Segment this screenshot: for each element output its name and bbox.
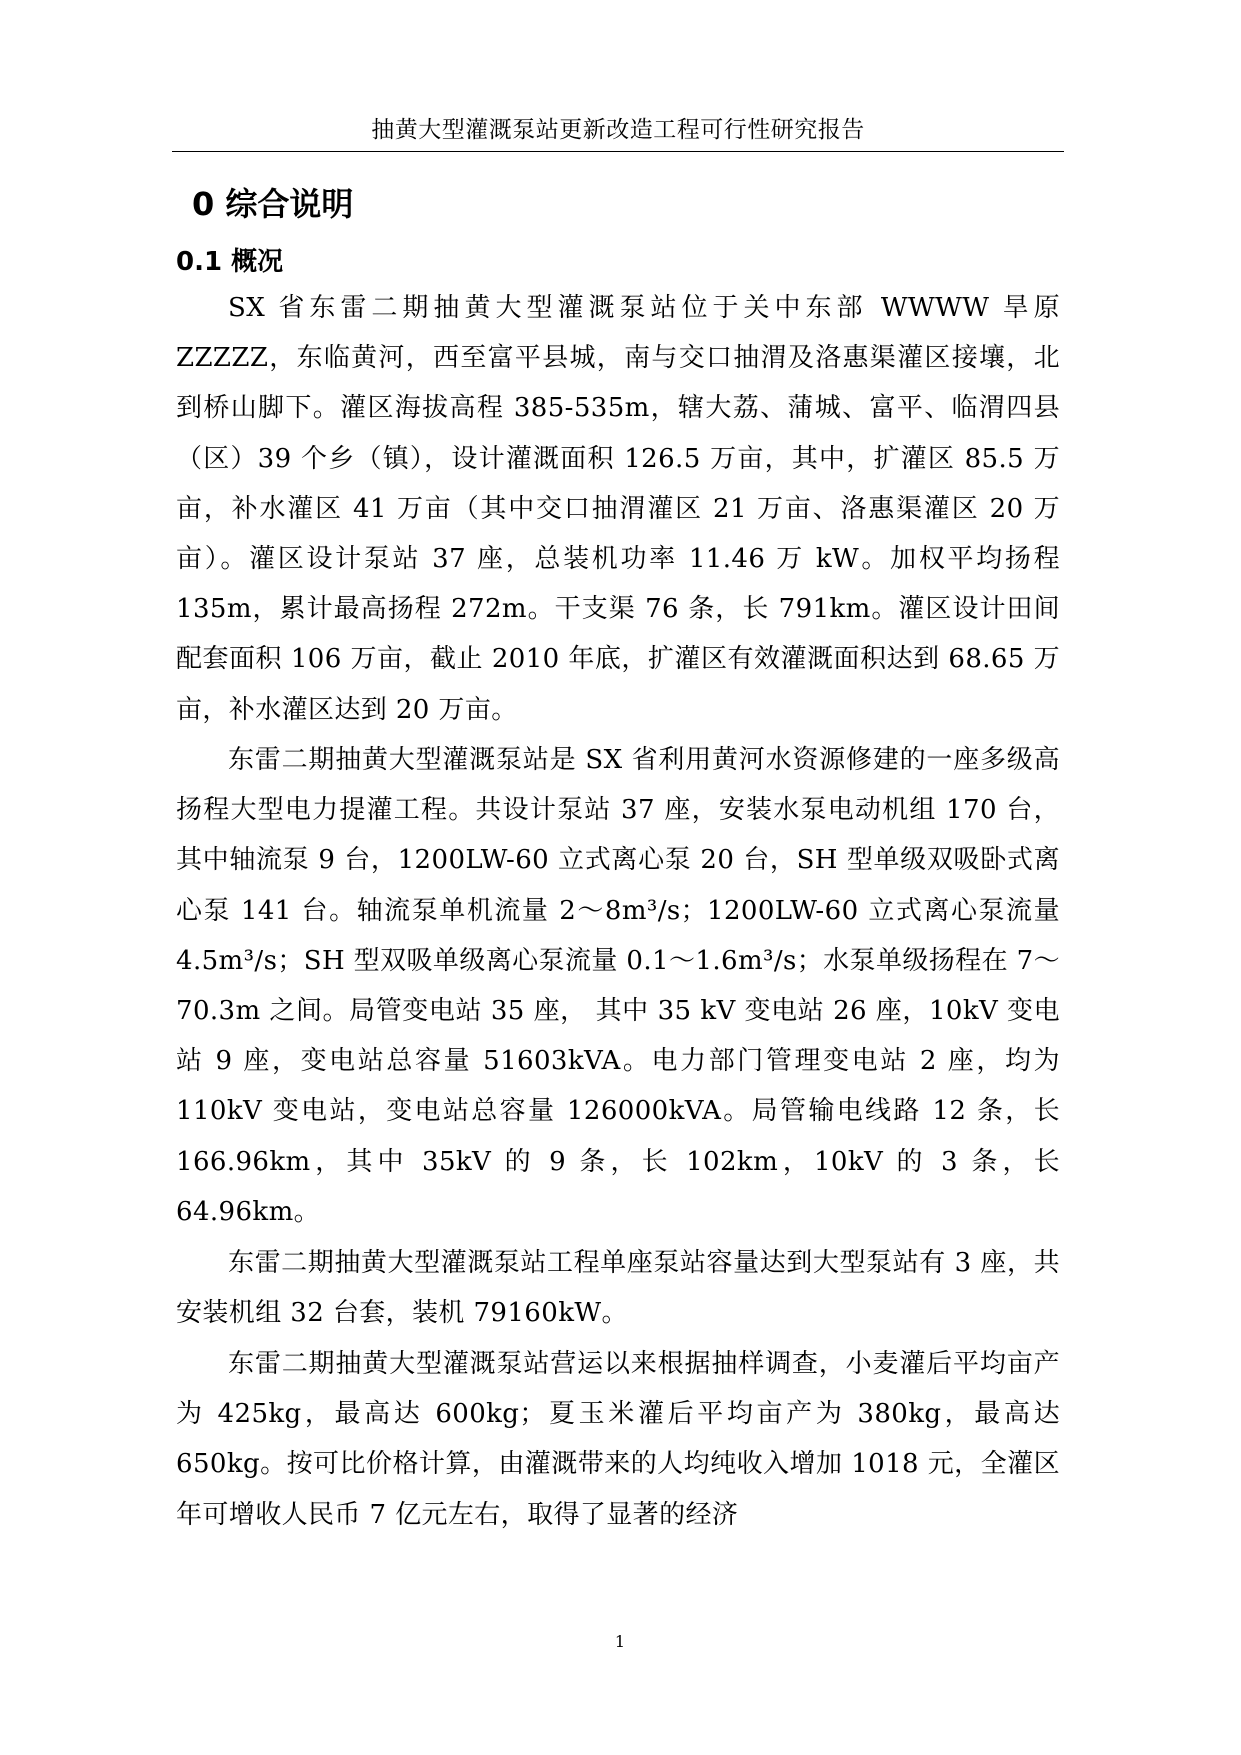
paragraph-pump-station-equipment: 东雷二期抽黄大型灌溉泵站是 SX 省利用黄河水资源修建的一座多级高扬程大型电力提灌工程。共设计泵站 37 座，安装水泵电动机组 170 台，其中轴流泵 9 台，1200LW-60 立式离心泵 20 台，SH 型单级双吸卧式离心泵 141 台。轴流泵单机流量 2～8m³/s；1200LW-60 立式离心泵流量 4.5m³/s；SH 型双吸单级离心泵流量 0.1～1.6m³/s；水泵单级扬程在 7～70.3m 之间。局管变电站 35 座， 其中 35 kV 变电站 26 座，10kV 变电站 9 座，变电站总容量 51603kVA。电力部门管理变电站 2 座，均为 110kV 变电站，变电站总容量 126000kVA。局管输电线路 12 条，长 166.96km，其中 35kV 的 9 条，长 102km，10kV 的 3 条，长 64.96km。 <box>176 745 1060 1227</box>
running-header: 抽黄大型灌溉泵站更新改造工程可行性研究报告 <box>371 117 865 143</box>
header-rule <box>172 151 1064 152</box>
paragraph-overview-location: SX 省东雷二期抽黄大型灌溉泵站位于关中东部 WWWW 旱原 ZZZZZ，东临黄河，西至富平县城，南与交口抽渭及洛惠渠灌区接壤，北到桥山脚下。灌区海拔高程 385-535m，辖大荔、蒲城、富平、临渭四县（区）39 个乡（镇），设计灌溉面积 126.5 万亩，其中，扩灌区 85.5 万亩，补水灌区 41 万亩（其中交口抽渭灌区 21 万亩、洛惠渠灌区 20 万亩）。灌区设计泵站 37 座，总装机功率 11.46 万 kW。加权平均扬程 135m，累计最高扬程 272m。干支渠 76 条，长 791km。灌区设计田间配套面积 106 万亩，截止 2010 年底，扩灌区有效灌溉面积达到 68.65 万亩，补水灌区达到 20 万亩。 <box>176 293 1060 725</box>
paragraph-large-pump-stations: 东雷二期抽黄大型灌溉泵站工程单座泵站容量达到大型泵站有 3 座，共安装机组 32 台套，装机 79160kW。 <box>176 1248 1060 1329</box>
page-number: 1 <box>614 1632 626 1651</box>
chapter-title: 0 综合说明 <box>192 185 354 223</box>
paragraph-economic-benefits: 东雷二期抽黄大型灌溉泵站营运以来根据抽样调查，小麦灌后平均亩产为 425kg，最高达 600kg；夏玉米灌后平均亩产为 380kg，最高达 650kg。按可比价格计算，由灌溉带来的人均纯收入增加 1018 元，全灌区年可增收人民币 7 亿元左右，取得了显著的经济 <box>176 1349 1060 1530</box>
section-title: 0.1 概况 <box>176 247 284 277</box>
